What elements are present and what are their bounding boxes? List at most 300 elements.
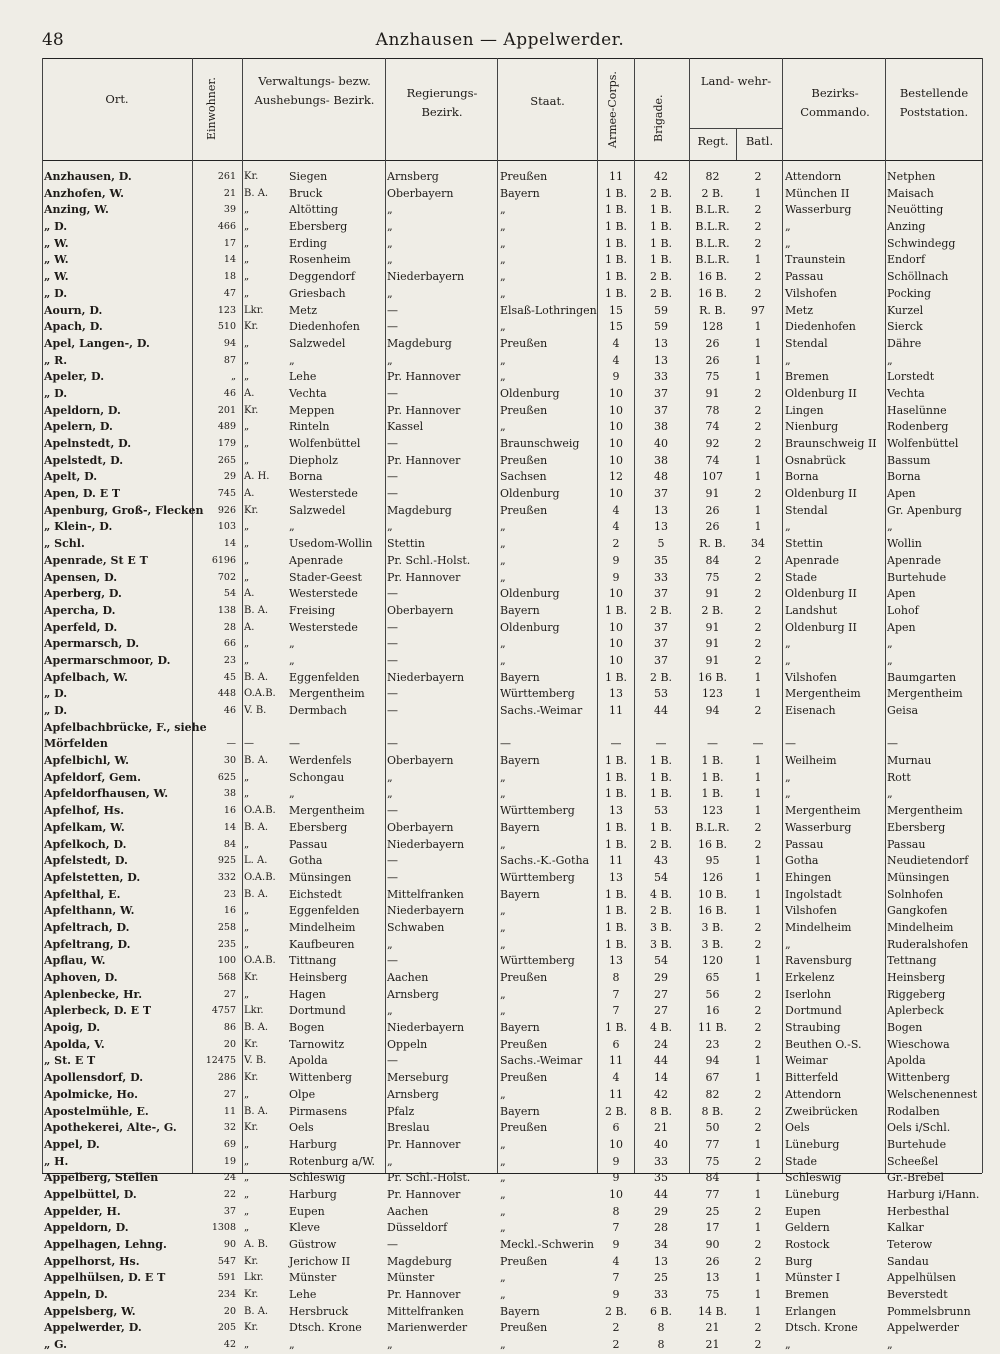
ort-name: Apelern, D. <box>44 420 113 434</box>
bataillon-cell: 2 <box>754 920 762 934</box>
verwaltung-type-cell: „ <box>244 1222 250 1234</box>
brigade-cell: 13 <box>654 353 668 367</box>
ort-cell <box>44 286 189 303</box>
verwaltung-bezirk-cell: Wolfenbüttel <box>289 437 361 450</box>
regiment-cell: 91 <box>705 386 720 400</box>
armee-corps-cell: 1 B. <box>604 186 628 200</box>
brigade-cell: 2 B. <box>649 670 673 684</box>
ort-name: „ D. <box>44 220 68 234</box>
bataillon-cell: 2 <box>754 837 762 851</box>
ort-cell <box>44 202 189 219</box>
poststation-cell: Dähre <box>887 336 922 350</box>
ort-cell <box>44 670 189 687</box>
staat-cell: „ <box>500 653 506 667</box>
verwaltung-bezirk-cell: Mergentheim <box>289 687 365 701</box>
staat-cell: Oldenburg <box>500 386 560 400</box>
table-row <box>42 1237 982 1254</box>
brigade-cell: 1 B. <box>649 203 673 217</box>
ort-cell <box>44 1087 189 1104</box>
bataillon-cell: 2 <box>754 820 762 834</box>
einwohner-cell: 14 <box>223 538 236 550</box>
bataillon-cell: 2 <box>754 203 762 217</box>
armee-corps-cell: 7 <box>612 987 620 1001</box>
ort-cell <box>44 1187 189 1204</box>
table-row <box>42 386 982 403</box>
regiment-cell: 26 <box>705 1254 720 1268</box>
table-row <box>42 1104 982 1121</box>
table-row <box>42 786 982 803</box>
ort-cell <box>44 503 204 520</box>
verwaltung-bezirk-cell: Westerstede <box>289 620 358 634</box>
staat-cell: Bayern <box>500 820 540 834</box>
regiment-cell: B.L.R. <box>695 203 730 217</box>
bezirks-commando-cell: Attendorn <box>785 1087 842 1101</box>
staat-cell: „ <box>500 236 506 250</box>
einwohner-cell: 37 <box>223 1205 236 1217</box>
verwaltung-type-cell: „ <box>244 1205 250 1217</box>
regierung-cell: — <box>387 704 398 717</box>
poststation-cell: Harburg i/Hann. <box>887 1187 980 1201</box>
poststation-cell: „ <box>887 653 893 667</box>
bataillon-cell: 2 <box>754 937 762 951</box>
table-row <box>42 970 982 987</box>
einwohner-cell: 94 <box>223 337 236 349</box>
bataillon-cell: 2 <box>754 1321 762 1335</box>
table-row <box>42 1087 982 1104</box>
regierung-cell: „ <box>387 1004 393 1018</box>
brigade-cell: 35 <box>654 1171 668 1185</box>
armee-corps-cell: 4 <box>612 1254 620 1268</box>
staat-cell: „ <box>500 220 506 234</box>
bataillon-cell: 2 <box>754 1254 762 1268</box>
staat-cell: „ <box>500 920 506 934</box>
ort-name: Anzhausen, D. <box>44 170 132 183</box>
verwaltung-type-cell: Kr. <box>244 972 259 983</box>
bataillon-cell: 2 <box>754 1154 762 1168</box>
brigade-cell: 44 <box>654 704 668 717</box>
bataillon-cell: 2 <box>754 1037 762 1051</box>
regierung-cell: — <box>387 954 398 968</box>
bataillon-cell: 2 <box>754 603 762 617</box>
ort-name: Apfeltrach, D. <box>44 920 130 934</box>
bataillon-cell: 2 <box>754 286 762 300</box>
bataillon-cell: 2 <box>754 220 762 234</box>
brigade-cell: 2 B. <box>649 603 673 617</box>
verwaltung-bezirk-cell: Bogen <box>289 1021 325 1035</box>
regiment-cell: 1 B. <box>701 770 724 784</box>
table-row <box>42 670 982 687</box>
verwaltung-bezirk-cell: Eupen <box>289 1204 325 1218</box>
poststation-cell: Beverstedt <box>887 1288 948 1302</box>
armee-corps-cell: 1 B. <box>604 203 628 217</box>
einwohner-cell: 84 <box>223 838 236 850</box>
staat-cell: „ <box>500 353 506 367</box>
regiment-cell: 21 <box>705 1321 720 1335</box>
verwaltung-type-cell: „ <box>244 771 250 783</box>
ort-cell <box>44 403 189 420</box>
regierung-cell: Arnsberg <box>387 1087 439 1101</box>
brigade-cell: 8 B. <box>649 1104 673 1118</box>
bataillon-cell: 1 <box>754 804 762 818</box>
regiment-cell: 26 <box>705 503 720 517</box>
verwaltung-type-cell: „ <box>244 938 250 950</box>
verwaltung-bezirk-cell: Münster <box>289 1271 337 1285</box>
brigade-cell: 38 <box>654 420 668 434</box>
table-row <box>42 503 982 520</box>
bataillon-cell: 1 <box>754 1171 762 1185</box>
table-row <box>42 186 982 203</box>
regierung-cell: Arnsberg <box>387 987 439 1001</box>
regierung-cell: — <box>387 854 398 868</box>
staat-cell: Sachsen <box>500 470 547 484</box>
brigade-cell: 14 <box>654 1071 668 1085</box>
regiment-cell: 21 <box>705 1338 720 1352</box>
ort-cell <box>44 436 189 453</box>
armee-corps-cell: 10 <box>609 487 623 501</box>
ort-name: Apeldorn, D. <box>44 403 121 417</box>
regierung-cell: Magdeburg <box>387 503 452 517</box>
staat-cell: „ <box>500 537 506 551</box>
einwohner-cell: 16 <box>223 805 236 817</box>
header-einwohner: Einwohner. <box>205 77 218 141</box>
ort-name: „ D. <box>44 286 68 300</box>
regiment-cell: 16 B. <box>697 904 728 918</box>
table-row <box>42 319 982 336</box>
regiment-cell: 91 <box>705 587 720 601</box>
table-row <box>42 453 982 470</box>
bataillon-cell: 2 <box>754 1004 762 1018</box>
ort-name: Aperberg, D. <box>44 587 122 601</box>
regiment-cell: 75 <box>705 370 720 384</box>
regiment-cell: B.L.R. <box>695 253 730 267</box>
bataillon-cell: 2 <box>754 487 762 501</box>
bezirks-commando-cell: Erlangen <box>785 1304 837 1318</box>
table-row <box>42 236 982 253</box>
poststation-cell: Aplerbeck <box>887 1004 944 1018</box>
staat-cell: Elsaß-Lothringen <box>500 303 597 317</box>
ort-cell <box>44 686 189 703</box>
verwaltung-bezirk-cell: Lehe <box>289 1288 317 1302</box>
table-row <box>42 753 982 770</box>
brigade-cell: 13 <box>654 1254 668 1268</box>
einwohner-cell: 27 <box>223 988 236 1000</box>
regiment-cell: 16 B. <box>697 837 728 851</box>
ort-cell <box>44 303 189 320</box>
staat-cell: „ <box>500 1288 506 1302</box>
staat-cell: Preußen <box>500 1037 548 1051</box>
bataillon-cell: 2 <box>754 236 762 250</box>
armee-corps-cell: 4 <box>612 520 620 534</box>
staat-cell: „ <box>500 320 506 334</box>
table-row <box>42 720 982 737</box>
bezirks-commando-cell: „ <box>785 236 791 250</box>
poststation-cell: Neudietendorf <box>887 854 969 868</box>
table-body <box>42 169 982 1354</box>
ort-cell <box>44 653 189 670</box>
staat-cell: Preußen <box>500 1321 548 1335</box>
ort-cell <box>44 169 189 186</box>
regiment-cell: 91 <box>705 637 720 651</box>
regiment-cell: 91 <box>705 620 720 634</box>
ort-cell <box>44 770 189 787</box>
armee-corps-cell: 2 B. <box>604 1104 628 1118</box>
ort-name: Aphoven, D. <box>44 971 118 984</box>
verwaltung-bezirk-cell: Werdenfels <box>289 754 352 768</box>
armee-corps-cell: 11 <box>609 854 623 868</box>
verwaltung-bezirk-cell: Borna <box>289 470 323 484</box>
regierung-cell: Marienwerder <box>387 1321 468 1335</box>
staat-cell: „ <box>500 787 506 801</box>
ort-name: Apen, D. E T <box>44 487 121 501</box>
table-row <box>42 1137 982 1154</box>
regierung-cell: Oberbayern <box>387 754 454 768</box>
ort-cell <box>44 870 189 887</box>
ort-name: Apermarschmoor, D. <box>44 653 171 667</box>
armee-corps-cell: 10 <box>609 587 623 601</box>
staat-cell: Preußen <box>500 453 548 467</box>
staat-cell: „ <box>500 1187 506 1201</box>
regiment-cell: — <box>707 737 718 751</box>
verwaltung-type-cell: „ <box>244 554 250 566</box>
armee-corps-cell: 8 <box>612 1204 620 1218</box>
armee-corps-cell: 9 <box>612 570 620 584</box>
verwaltung-type-cell: „ <box>244 271 250 283</box>
regiment-cell: 26 <box>705 520 720 534</box>
regierung-cell: „ <box>387 520 393 534</box>
verwaltung-bezirk-cell: Tarnowitz <box>289 1037 345 1051</box>
verwaltung-type-cell: „ <box>244 921 250 933</box>
regierung-cell: Niederbayern <box>387 1021 465 1035</box>
bezirks-commando-cell: Lüneburg <box>785 1137 840 1151</box>
ort-cell <box>44 353 189 370</box>
poststation-cell: Mindelheim <box>887 920 954 934</box>
verwaltung-bezirk-cell: Dermbach <box>289 704 347 717</box>
einwohner-cell: 547 <box>217 1255 236 1267</box>
verwaltung-type-cell: Kr. <box>244 1122 259 1134</box>
table-row <box>42 469 982 486</box>
ort-name: Appelder, H. <box>44 1204 121 1218</box>
ort-cell <box>44 1254 189 1271</box>
poststation-cell: Gangkofen <box>887 904 948 918</box>
regiment-cell: 90 <box>705 1238 720 1251</box>
regierung-cell: Pfalz <box>387 1104 415 1118</box>
einwohner-cell: 925 <box>217 855 236 867</box>
verwaltung-type-cell: „ <box>244 1088 250 1100</box>
regierung-cell: — <box>387 487 398 501</box>
regiment-cell: 65 <box>705 971 720 984</box>
brigade-cell: 59 <box>654 320 668 334</box>
brigade-cell: 29 <box>654 971 668 984</box>
bezirks-commando-cell: — <box>785 737 796 751</box>
poststation-cell: Solnhofen <box>887 887 944 901</box>
poststation-cell: Welschenennest <box>887 1087 978 1101</box>
staat-cell: Preußen <box>500 1254 548 1268</box>
ort-cell <box>44 920 189 937</box>
verwaltung-bezirk-cell: Harburg <box>289 1187 337 1201</box>
verwaltung-type-cell: A. <box>244 621 255 633</box>
staat-cell: „ <box>500 253 506 267</box>
ort-name: Apfelstedt, D. <box>44 854 128 868</box>
verwaltung-type-cell: „ <box>244 1172 250 1184</box>
einwohner-cell: 14 <box>223 821 236 833</box>
verwaltung-bezirk-cell: Westerstede <box>289 487 358 501</box>
ort-name: Apfelbichl, W. <box>44 754 130 768</box>
ort-name: Apensen, D. <box>44 570 118 584</box>
bezirks-commando-cell: Oldenburg II <box>785 587 857 601</box>
einwohner-cell: 261 <box>217 171 236 182</box>
brigade-cell: 37 <box>654 637 668 651</box>
ort-cell <box>44 453 189 470</box>
staat-cell: Oldenburg <box>500 487 560 501</box>
staat-cell: „ <box>500 1171 506 1185</box>
armee-corps-cell: 1 B. <box>604 754 628 768</box>
bezirks-commando-cell: „ <box>785 520 791 534</box>
bataillon-cell: 1 <box>754 1071 762 1085</box>
bezirks-commando-cell: Geldern <box>785 1221 830 1235</box>
ort-name: Appelberg, Stellen <box>44 1171 159 1185</box>
table-row <box>42 870 982 887</box>
regierung-cell: „ <box>387 770 393 784</box>
poststation-cell: Borna <box>887 470 921 484</box>
poststation-cell: Passau <box>887 837 926 851</box>
verwaltung-bezirk-cell: Pirmasens <box>289 1104 348 1118</box>
brigade-cell: 1 B. <box>649 253 673 267</box>
table-row <box>42 1170 982 1187</box>
verwaltung-bezirk-cell: Usedom-Wollin <box>289 537 373 551</box>
bataillon-cell: 2 <box>754 270 762 284</box>
bataillon-cell: 1 <box>754 904 762 918</box>
poststation-cell: „ <box>887 787 893 801</box>
ort-cell <box>44 636 189 653</box>
bataillon-cell: 2 <box>754 403 762 417</box>
ort-name: „ D. <box>44 704 68 717</box>
armee-corps-cell: 12 <box>609 470 623 484</box>
ort-cell <box>44 336 189 353</box>
bezirks-commando-cell: „ <box>785 353 791 367</box>
bezirks-commando-cell: Bremen <box>785 1288 829 1302</box>
brigade-cell: 37 <box>654 386 668 400</box>
ort-cell <box>44 586 189 603</box>
bataillon-cell: 2 <box>754 653 762 667</box>
table-row <box>42 486 982 503</box>
armee-corps-cell: 7 <box>612 1004 620 1018</box>
armee-corps-cell: 10 <box>609 620 623 634</box>
ort-cell <box>44 1320 189 1337</box>
regiment-cell: 82 <box>705 170 720 183</box>
armee-corps-cell: 1 B. <box>604 820 628 834</box>
table-row <box>42 1337 982 1354</box>
regiment-cell: 94 <box>705 1054 720 1068</box>
poststation-cell: Vechta <box>887 386 925 400</box>
verwaltung-bezirk-cell: „ <box>289 787 295 801</box>
regierung-cell: Merseburg <box>387 1071 449 1085</box>
staat-cell: Preußen <box>500 170 548 183</box>
bataillon-cell: 1 <box>754 253 762 267</box>
header-landwehr: Land- wehr- <box>700 74 772 88</box>
poststation-cell: — <box>887 737 898 751</box>
verwaltung-type-cell: Lkr. <box>244 304 264 316</box>
regierung-cell: — <box>387 386 398 400</box>
einwohner-cell: 489 <box>217 421 236 433</box>
regiment-cell: 10 B. <box>697 887 728 901</box>
ort-name: Apfeldorf, Gem. <box>44 770 141 784</box>
bataillon-cell: 2 <box>754 170 762 183</box>
header-rule <box>42 160 982 161</box>
bataillon-cell: 1 <box>754 503 762 517</box>
regiment-cell: 13 <box>705 1271 720 1285</box>
staat-cell: „ <box>500 1204 506 1218</box>
poststation-cell: Herbesthal <box>887 1204 950 1218</box>
bataillon-cell: 2 <box>754 1338 762 1352</box>
table-row <box>42 303 982 320</box>
regiment-cell: 1 B. <box>701 787 724 801</box>
ort-cell <box>44 887 189 904</box>
staat-cell: Bayern <box>500 603 540 617</box>
poststation-cell: Bassum <box>887 453 931 467</box>
einwohner-cell: 54 <box>223 588 236 600</box>
bezirks-commando-cell: Zweibrücken <box>785 1104 858 1118</box>
bezirks-commando-cell: Stettin <box>785 537 823 551</box>
ort-name: Apothekerei, Alte-, G. <box>44 1121 177 1135</box>
regiment-cell: 91 <box>705 487 720 501</box>
verwaltung-type-cell: „ <box>244 988 250 1000</box>
bezirks-commando-cell: Eisenach <box>785 704 836 717</box>
einwohner-cell: 42 <box>223 1339 236 1351</box>
regiment-cell: 74 <box>705 420 720 434</box>
einwohner-cell: 18 <box>223 271 236 283</box>
regierung-cell: Aachen <box>387 1204 429 1218</box>
bataillon-cell: 1 <box>754 687 762 701</box>
regierung-cell: „ <box>387 787 393 801</box>
brigade-cell: 2 B. <box>649 286 673 300</box>
ort-cell <box>44 1270 189 1287</box>
einwohner-cell: 27 <box>223 1088 236 1100</box>
ort-name: Appelbüttel, D. <box>44 1187 137 1201</box>
table-row <box>42 1270 982 1287</box>
regierung-cell: — <box>387 437 398 450</box>
table-row <box>42 1254 982 1271</box>
ort-cell <box>44 469 189 486</box>
staat-cell: Oldenburg <box>500 587 560 601</box>
poststation-cell: Netphen <box>887 170 936 183</box>
einwohner-cell: 47 <box>223 287 236 299</box>
table-row <box>42 369 982 386</box>
regierung-cell: — <box>387 653 398 667</box>
table-row <box>42 937 982 954</box>
verwaltung-bezirk-cell: Jerichow II <box>289 1254 351 1268</box>
verwaltung-type-cell: V. B. <box>244 1055 267 1067</box>
armee-corps-cell: 10 <box>609 1187 623 1201</box>
bezirks-commando-cell: Dtsch. Krone <box>785 1321 858 1335</box>
poststation-cell: Lorstedt <box>887 370 935 384</box>
armee-corps-cell: 11 <box>609 170 623 183</box>
einwohner-cell: 45 <box>223 671 236 683</box>
armee-corps-cell: 10 <box>609 386 623 400</box>
verwaltung-bezirk-cell: Deggendorf <box>289 270 355 284</box>
ort-name: Apenburg, Groß-, Flecken <box>44 503 204 517</box>
einwohner-cell: 11 <box>223 1105 236 1117</box>
ort-name: Aperfeld, D. <box>44 620 118 634</box>
bataillon-cell: 2 <box>754 1087 762 1101</box>
armee-corps-cell: 10 <box>609 453 623 467</box>
bezirks-commando-cell: Apenrade <box>785 553 839 567</box>
poststation-cell: Gr.-Brebel <box>887 1171 944 1185</box>
bezirks-commando-cell: Rostock <box>785 1238 830 1251</box>
regiment-cell: 26 <box>705 353 720 367</box>
regierung-cell: — <box>387 737 398 751</box>
bezirks-commando-cell: Passau <box>785 270 824 284</box>
staat-cell: „ <box>500 1338 506 1352</box>
